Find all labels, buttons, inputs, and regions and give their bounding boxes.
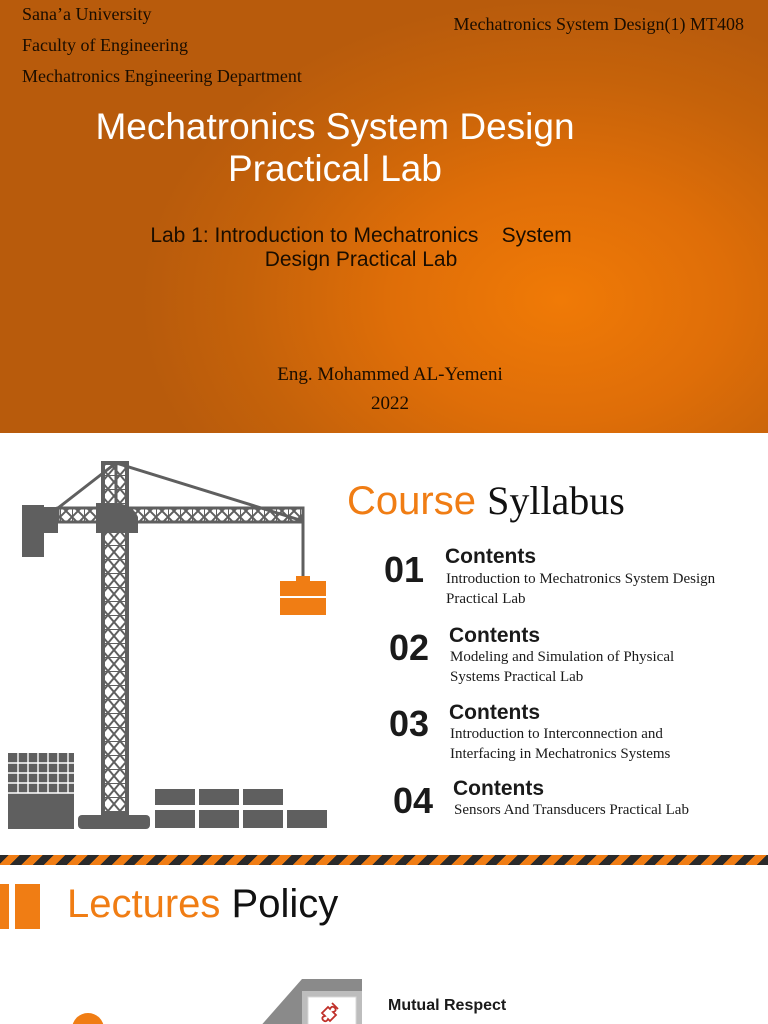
- syllabus-item-number: 01: [384, 549, 425, 590]
- slide-title-line-1: Mechatronics System Design: [95, 106, 575, 147]
- faculty-name: Faculty of Engineering: [22, 35, 188, 55]
- description-line: Practical Lab: [446, 591, 526, 607]
- description-line: Systems Practical Lab: [450, 669, 584, 685]
- slide-subtitle-line-1: Lab 1: Introduction to Mechatronics System: [150, 224, 572, 247]
- puzzle-icon: [258, 979, 368, 1024]
- year: 2022: [371, 393, 409, 414]
- description-line: Modeling and Simulation of Physical: [450, 649, 675, 665]
- syllabus-item-number: 04: [393, 780, 434, 821]
- title-slide: [0, 0, 768, 433]
- lectures-policy-title-orange: Lectures: [67, 882, 221, 926]
- slide-subtitle-line-2: Design Practical Lab: [264, 248, 458, 271]
- syllabus-item-heading: Contents: [449, 624, 540, 647]
- orange-circle-decoration: [72, 1013, 104, 1024]
- syllabus-item-heading: Contents: [449, 701, 540, 724]
- syllabus-item-description: [454, 800, 689, 820]
- course-code: Mechatronics System Design(1) MT408: [453, 14, 744, 34]
- lectures-policy-title: [67, 882, 338, 927]
- lectures-policy-title-black: Policy: [231, 882, 339, 926]
- syllabus-item-number: 02: [389, 627, 430, 668]
- syllabus-title: [347, 477, 625, 524]
- accent-bar: [0, 884, 9, 929]
- description-line: Introduction to Interconnection and: [450, 726, 663, 742]
- university-name: Sana’a University: [22, 4, 152, 24]
- slide-title-line-2: Practical Lab: [228, 148, 442, 189]
- syllabus-item-description: [450, 724, 670, 764]
- syllabus-item-description: [450, 647, 674, 687]
- syllabus-title-orange: Course: [347, 479, 476, 523]
- syllabus-title-black: Syllabus: [487, 478, 625, 523]
- description-line: Introduction to Mechatronics System Design: [446, 571, 716, 587]
- policy-item-mutual-respect: Mutual Respect: [388, 997, 507, 1014]
- description-line: Sensors And Transducers Practical Lab: [454, 802, 689, 818]
- lectures-policy-slide: [0, 865, 768, 1024]
- syllabus-item-heading: Contents: [445, 545, 536, 568]
- syllabus-item-heading: Contents: [453, 777, 544, 800]
- accent-bar: [15, 884, 40, 929]
- department-name: Mechatronics Engineering Department: [22, 66, 302, 86]
- syllabus-slide: [0, 433, 768, 855]
- syllabus-item-description: [446, 569, 715, 609]
- author-name: Eng. Mohammed AL-Yemeni: [277, 364, 503, 385]
- crane-illustration: [0, 433, 340, 855]
- description-line: Interfacing in Mechatronics Systems: [450, 746, 671, 762]
- syllabus-item-number: 03: [389, 703, 430, 744]
- hazard-stripe-divider: [0, 855, 768, 865]
